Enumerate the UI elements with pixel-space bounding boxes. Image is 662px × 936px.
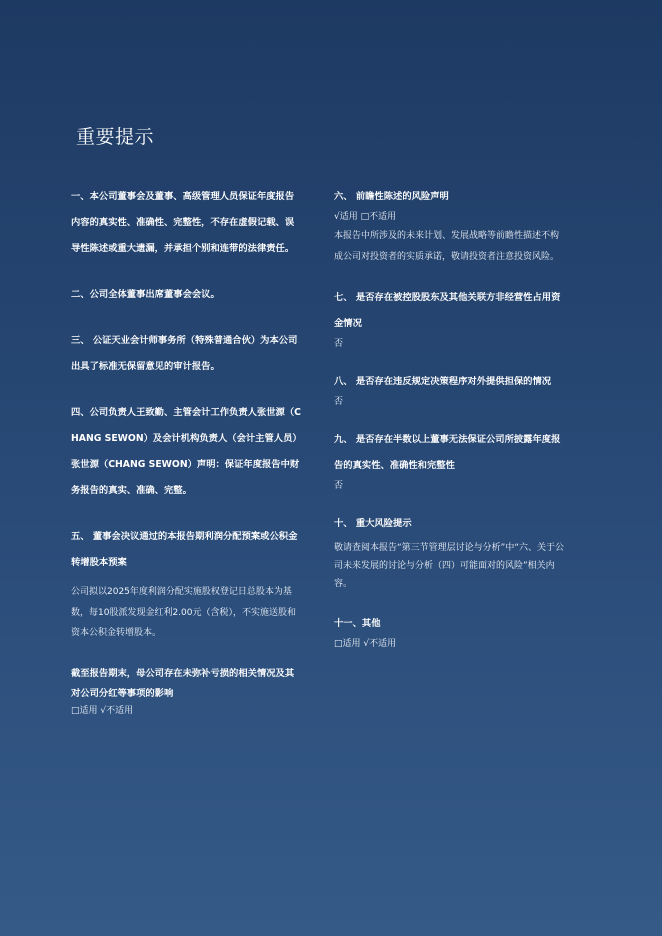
- section-2-text: 二、公司全体董事出席董事会会议。: [71, 289, 220, 300]
- section-1-text: 一、本公司董事会及董事、高级管理人员保证年度报告内容的真实性、准确性、完整性，不存在虚假记载、误导性陈述或重大遗漏，并承担个别和连带的法律责任。: [71, 191, 295, 254]
- section-5-heading: 五、 董事会决议通过的本报告期利润分配预案或公积金转增股本预案: [71, 531, 298, 568]
- section-3-text: 三、 公证天业会计师事务所（特殊普通合伙）为本公司出具了标准无保留意见的审计报告。: [71, 335, 298, 372]
- section-9-answer: 否: [334, 481, 344, 491]
- section-11-check: □适用 √不适用: [334, 639, 397, 649]
- section-8-answer: 否: [334, 397, 344, 407]
- right-column: [334, 184, 566, 651]
- section-5-body: 公司拟以2025年度利润分配实施股权登记日总股本为基数，每10股派发现金红利2.00元（含税），不实施送股和资本公积金转增股本。: [71, 587, 296, 638]
- page-title: 重要提示: [76, 126, 155, 148]
- section-6-check: √适用 □不适用: [334, 212, 397, 222]
- section-11-heading: 十一、其他: [334, 618, 381, 629]
- loss-impact-check: □适用 √不适用: [71, 705, 134, 716]
- section-9-heading: 九、 是否存在半数以上董事无法保证公司所披露年度报告的真实性、准确性和完整性: [334, 434, 561, 471]
- section-10-body: 敬请查阅本报告“第三节管理层讨论与分析”中“六、关于公司未来发展的讨论与分析（四）可能面对的风险”相关内容。: [334, 543, 564, 589]
- section-8-heading: 八、 是否存在违反规定决策程序对外提供担保的情况: [334, 376, 552, 387]
- left-column: [71, 184, 301, 718]
- section-7-heading: 七、 是否存在被控股股东及其他关联方非经营性占用资金情况: [334, 292, 561, 329]
- section-10-heading: 十、 重大风险提示: [334, 518, 412, 529]
- section-6-body: 本报告中所涉及的未来计划、发展战略等前瞻性描述不构成公司对投资者的实质承诺，敬请投资者注意投资风险。: [334, 231, 560, 262]
- section-6-heading: 六、 前瞻性陈述的风险声明: [334, 191, 449, 202]
- loss-impact-heading: 截至报告期末，母公司存在未弥补亏损的相关情况及其对公司分红等事项的影响: [71, 667, 295, 699]
- section-7-answer: 否: [334, 339, 344, 349]
- section-4-text: 四、公司负责人王致勤、主管会计工作负责人张世源（CHANG SEWON）及会计机构负责人（会计主管人员）张世源（CHANG SEWON）声明：保证年度报告中财务报告的真实、准确、完整。: [71, 407, 301, 496]
